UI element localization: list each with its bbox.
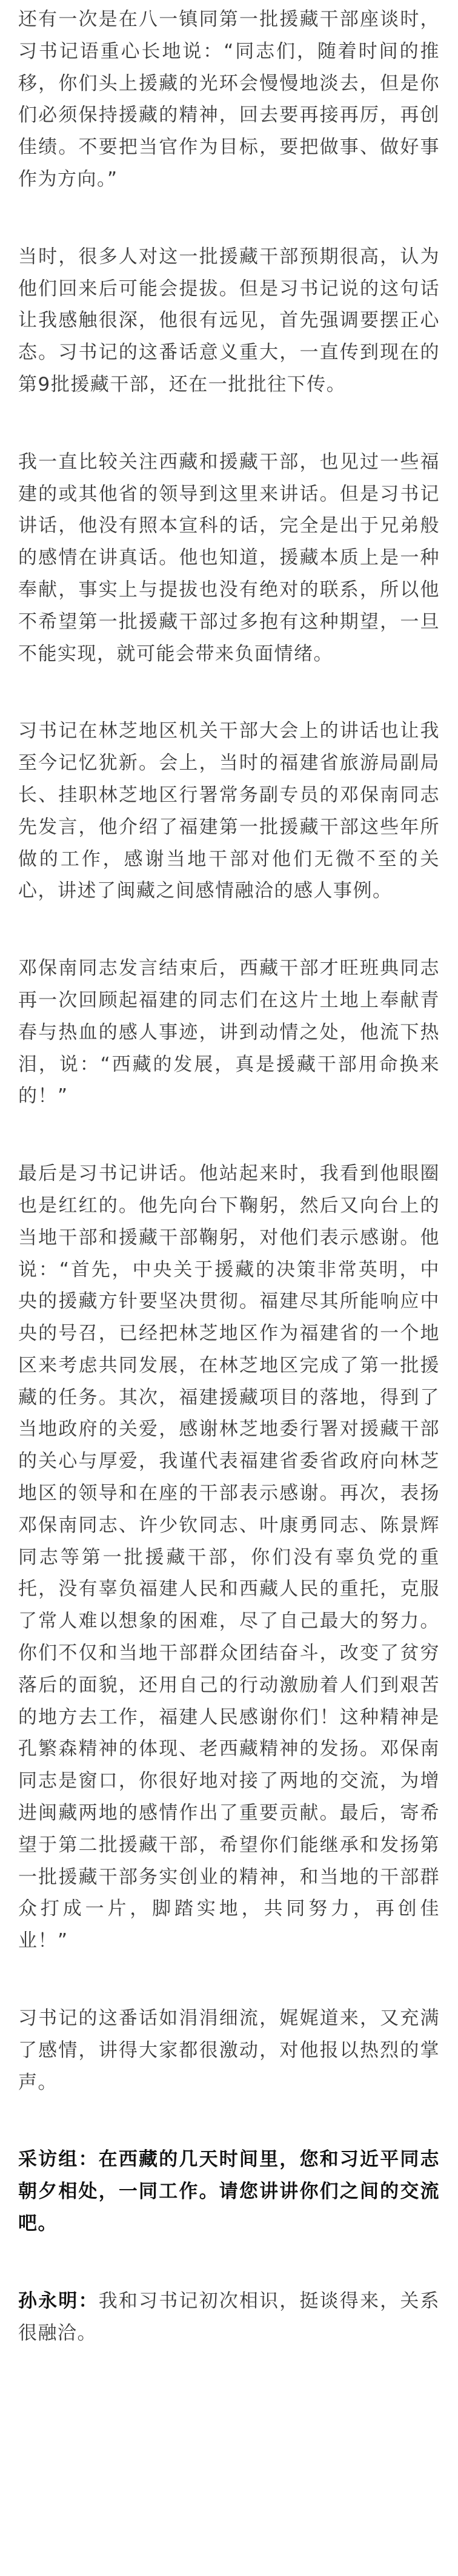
paragraph-expectations: 当时，很多人对这一批援藏干部预期很高，认为他们回来后可能会提拔。但是习书记说的这句话让我感触很深，他很有远见，首先强调要摆正心态。习书记的这番话意义重大，一直传到现在的第9批援藏干部，还在一批批往下传。 bbox=[18, 245, 440, 395]
paragraph-linzhi-meeting: 习书记在林芝地区机关干部大会上的讲话也让我至今记忆犹新。会上，当时的福建省旅游局副局长、挂职林芝地区行署常务副专员的邓保南同志先发言，他介绍了福建第一批援藏干部这些年所做的工作，感谢当地干部对他们无微不至的关心，讲述了闽藏之间感情融洽的感人事例。 bbox=[18, 720, 440, 902]
interview-answer bbox=[18, 2285, 440, 2350]
paragraph-sincere-speech: 我一直比较关注西藏和援藏干部，也见过一些福建的或其他省的领导到这里来讲话。但是习书记讲话，他没有照本宣科的话，完全是出于兄弟般的感情在讲真话。他也知道，援藏本质上是一种奉献，事实上与提拔也没有绝对的联系，所以他不希望第一批援藏干部过多抱有这种期望，一旦不能实现，就可能会带来负面情绪。 bbox=[18, 451, 440, 665]
paragraph-applause: 习书记的这番话如涓涓细流，娓娓道来，又充满了感情，讲得大家都很激动，对他报以热烈的掌声。 bbox=[18, 2007, 440, 2093]
paragraph-tibetan-cadre-speech: 邓保南同志发言结束后，西藏干部才旺班典同志再一次回顾起福建的同志们在这片土地上奉献青春与热血的感人事迹，讲到动情之处，他流下热泪，说：“西藏的发展，真是援藏干部用命换来的！” bbox=[18, 957, 440, 1108]
paragraph-bayi-symposium: 还有一次是在八一镇同第一批援藏干部座谈时，习书记语重心长地说：“同志们，随着时间的推移，你们头上援藏的光环会慢慢地淡去，但是你们必须保持援藏的精神，回去要再接再厉，再创佳绩。不要把当官作为目标，要把做事、做好事作为方向。” bbox=[18, 8, 440, 190]
question-text: 在西藏的几天时间里，您和习近平同志朝夕相处，一同工作。请您讲讲你们之间的交流吧。 bbox=[18, 2148, 440, 2235]
answer-text: 我和习书记初次相识，挺谈得来，关系很融洽。 bbox=[18, 2290, 440, 2344]
interview-question bbox=[18, 2144, 440, 2239]
question-speaker: 采访组： bbox=[18, 2148, 99, 2171]
answer-speaker: 孙永明： bbox=[18, 2290, 99, 2312]
paragraph-xi-speech: 最后是习书记讲话。他站起来时，我看到他眼圈也是红红的。他先向台下鞠躬，然后又向台上的当地干部和援藏干部鞠躬，对他们表示感谢。他说：“首先，中央关于援藏的决策非常英明，中央的援藏方针要坚决贯彻。福建尽其所能响应中央的号召，已经把林芝地区作为福建省的一个地区来考虑共同发展，在林芝地区完成了第一批援藏的任务。其次，福建援藏项目的落地，得到了当地政府的关爱，感谢林芝地委行署对援藏干部的关心与厚爱，我谨代表福建省委省政府向林芝地区的领导和在座的干部表示感谢。再次，表扬邓保南同志、许少钦同志、叶康勇同志、陈景辉同志等第一批援藏干部，你们没有辜负党的重托，没有辜负福建人民和西藏人民的重托，克服了常人难以想象的困难，尽了自己最大的努力。你们不仅和当地干部群众团结奋斗，改变了贫穷落后的面貌，还用自己的行动激励着人们到艰苦的地方去工作，福建人民感谢你们！这种精神是孔繁森精神的体现、老西藏精神的发扬。邓保南同志是窗口，你很好地对接了两地的交流，为增进闽藏两地的感情作出了重要贡献。最后，寄希望于第二批援藏干部，希望你们能继承和发扬第一批援藏干部务实创业的精神，和当地的干部群众打成一片，脚踏实地，共同努力，再创佳业！” bbox=[18, 1163, 440, 1952]
